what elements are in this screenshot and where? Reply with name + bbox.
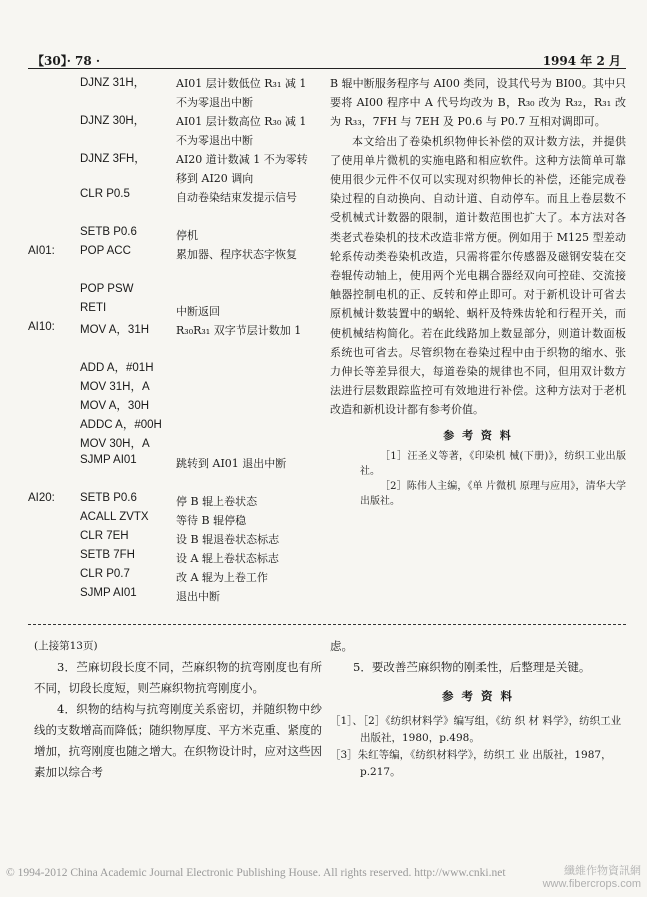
code-label: AI01: [28, 245, 55, 257]
code-instruction: MOV A，30H [80, 400, 150, 412]
code-instruction: DJNZ 3FH， [80, 153, 146, 165]
code-comment [176, 435, 318, 454]
code-instruction: SETB P0.6 [80, 492, 137, 504]
code-instruction: CLR P0.7 [80, 568, 130, 580]
code-instruction: SETB P0.6 [80, 226, 137, 238]
code-label [28, 226, 80, 245]
lower-left-column [34, 636, 322, 783]
paragraph: 本文给出了卷染机织物伸长补偿的双计数方法，并提供了使用单片微机的实施电路和相应软件。这种方法简单可靠使用很少元件不仅可以实现对织物伸长的补偿，还能完成卷染过程的自动换向、自动计道、自动停车。而且上卷层数不受机械式计数器的限制，道计数范围也扩大了。本方法对各类老式卷染机的技术改造非常方便。例如用于 M125 型差动轮系传动类卷染机改造，只需将霍尔传感器及磁钢安装在交卷辊传动轴上，使用两个光电耦合器经双向可控硅、交流接触器控制电机的正、反转和停止即可。对于新机设计可省去原机械计数装置中的蜗轮、蜗杆及特殊齿轮和行程开关，而使机械结构简化。若在此线路加上数显部分，则道计数面板系统也可省去。尽管织物在卷染过程中由于织物的缩水、张力伸长等差异很大，每道卷染的规律也不同，但用双计数方法进行层数跟踪监控可有效地进行补偿。这种方法对于老机改造和新机设计都有参考价值。 [330, 134, 626, 417]
code-row [28, 568, 318, 587]
watermark: 纖維作物資訊網 [564, 865, 641, 877]
code-row [28, 454, 318, 492]
code-label [28, 397, 80, 416]
code-label [28, 416, 80, 435]
code-instruction: MOV 30H，A [80, 438, 150, 450]
code-row [28, 397, 318, 416]
paragraph: 4．织物的结构与抗弯刚度关系密切，并随织物中纱线的支数增高而降低；随织物厚度、平方米克重、紧度的增加，抗弯刚度也随之增大。在织物设计时，应对这些因素加以综合考 [34, 702, 322, 779]
code-row [28, 112, 318, 150]
code-label [28, 568, 80, 587]
code-comment: 中断返回 [176, 305, 220, 318]
paragraph: 虑。 [330, 639, 353, 653]
paragraph: B 辊中断服务程序与 AI00 类同，设其代号为 BI00。其中只要将 AI00 程序中 A 代号均改为 B，R₃₀ 改为 R₃₂，R₃₁ 改为 R₃₃，7FH 与 7EH 及 P0.6 与 P0.7 互相对调即可。 [330, 77, 626, 129]
right-column [330, 74, 626, 509]
code-comment: AI20 道计数减 1 不为零转移到 AI20 调向 [176, 153, 308, 185]
code-instruction: RETI [80, 302, 107, 314]
section-divider [28, 624, 626, 625]
code-instruction: POP ACC [80, 245, 131, 257]
code-row [28, 74, 318, 112]
code-row [28, 549, 318, 568]
code-instruction: MOV A，31H [80, 324, 150, 336]
code-label [28, 302, 80, 321]
header-rule [28, 68, 626, 69]
code-comment: 退出中断 [176, 590, 220, 603]
code-comment: 等待 B 辊停稳 [176, 514, 247, 527]
code-label [28, 435, 80, 454]
reference-item: ［3］朱红等编，《纺织材料学》，纺织工 业 出版社，1987，p.217。 [330, 749, 612, 778]
code-comment: 自动卷染结束发提示信号 [176, 191, 297, 204]
code-label [28, 359, 80, 378]
code-label [28, 283, 80, 302]
code-comment: AI01 层计数低位 R₃₁ 减 1 不为零退出中断 [176, 77, 307, 109]
code-row [28, 226, 318, 245]
code-row [28, 435, 318, 454]
code-row [28, 492, 318, 511]
continuation-note: (上接第13页) [34, 640, 98, 652]
code-comment: 累加器、程序状态字恢复 [176, 248, 297, 261]
paragraph: 5．要改善苎麻织物的刚柔性，后整理是关键。 [353, 660, 591, 674]
code-comment [176, 283, 318, 302]
code-instruction: CLR P0.5 [80, 188, 130, 200]
code-row [28, 188, 318, 226]
code-comment [176, 378, 318, 397]
code-label [28, 454, 80, 492]
code-instruction: SJMP AI01 [80, 454, 137, 466]
assembly-listing [28, 74, 318, 606]
code-row [28, 416, 318, 435]
code-row [28, 511, 318, 530]
code-row [28, 587, 318, 606]
code-label [28, 150, 80, 188]
references-heading: 参 考 资 料 [441, 689, 514, 703]
code-label [28, 74, 80, 112]
code-label [28, 511, 80, 530]
code-label [28, 549, 80, 568]
code-instruction: SJMP AI01 [80, 587, 137, 599]
code-instruction: MOV 31H，A [80, 381, 150, 393]
code-label [28, 378, 80, 397]
code-instruction: SETB 7FH [80, 549, 135, 561]
code-comment [176, 397, 318, 416]
issue-date: 1994 年 2 月 [542, 54, 621, 68]
code-instruction: ADD A，#01H [80, 362, 154, 374]
code-label [28, 530, 80, 549]
code-row [28, 321, 318, 359]
code-row [28, 302, 318, 321]
watermark-url: www.fibercrops.com [542, 878, 641, 890]
code-comment: AI01 层计数高位 R₃₀ 减 1 不为零退出中断 [176, 115, 307, 147]
code-label: AI10: [28, 321, 55, 333]
lower-right-column [330, 636, 626, 781]
code-instruction: DJNZ 31H， [80, 77, 146, 89]
code-instruction: POP PSW [80, 283, 134, 295]
code-label [28, 112, 80, 150]
reference-item: ［2］陈伟人主编，《单 片微机 原理与应用》，清华大学出版社。 [360, 480, 626, 507]
code-label [28, 587, 80, 606]
code-instruction: DJNZ 30H， [80, 115, 146, 127]
reference-item: ［1］、［2］《纺织材料学》编写组，《纺 织 材 料学》，纺织工业出版社，1980，p.498。 [330, 715, 622, 744]
code-label: AI20: [28, 492, 55, 504]
code-instruction: ADDC A，#00H [80, 419, 162, 431]
code-row [28, 530, 318, 549]
code-comment [176, 359, 318, 378]
code-comment: 停机 [176, 229, 198, 242]
code-comment: 设 A 辊上卷状态标志 [176, 552, 279, 565]
references-heading: 参 考 资 料 [443, 428, 513, 442]
copyright-footer: © 1994-2012 China Academic Journal Electronic Publishing House. All rights reserved. http://www.cnki.net [6, 867, 506, 879]
code-label [28, 188, 80, 226]
code-comment [176, 416, 318, 435]
code-comment: 跳转到 AI01 退出中断 [176, 457, 287, 470]
code-row [28, 245, 318, 283]
page-number: 【30】· 78 · [32, 54, 101, 68]
code-comment: 设 B 辊退卷状态标志 [176, 533, 280, 546]
code-row [28, 378, 318, 397]
code-comment: R₃₀R₃₁ 双字节层计数加 1 [176, 324, 302, 337]
code-instruction: ACALL ZVTX [80, 511, 149, 523]
code-comment: 停 B 辊上卷状态 [176, 495, 258, 508]
code-comment: 改 A 辊为上卷工作 [176, 571, 268, 584]
paragraph: 3．苎麻切段长度不同，苎麻织物的抗弯刚度也有所不同，切段长度短，则苎麻织物抗弯刚度小。 [34, 660, 322, 695]
code-row [28, 283, 318, 302]
code-instruction: CLR 7EH [80, 530, 129, 542]
code-row [28, 359, 318, 378]
reference-item: ［1］汪圣义等著，《印染机 械(下册)》，纺织工业出版社。 [360, 450, 626, 477]
code-row [28, 150, 318, 188]
